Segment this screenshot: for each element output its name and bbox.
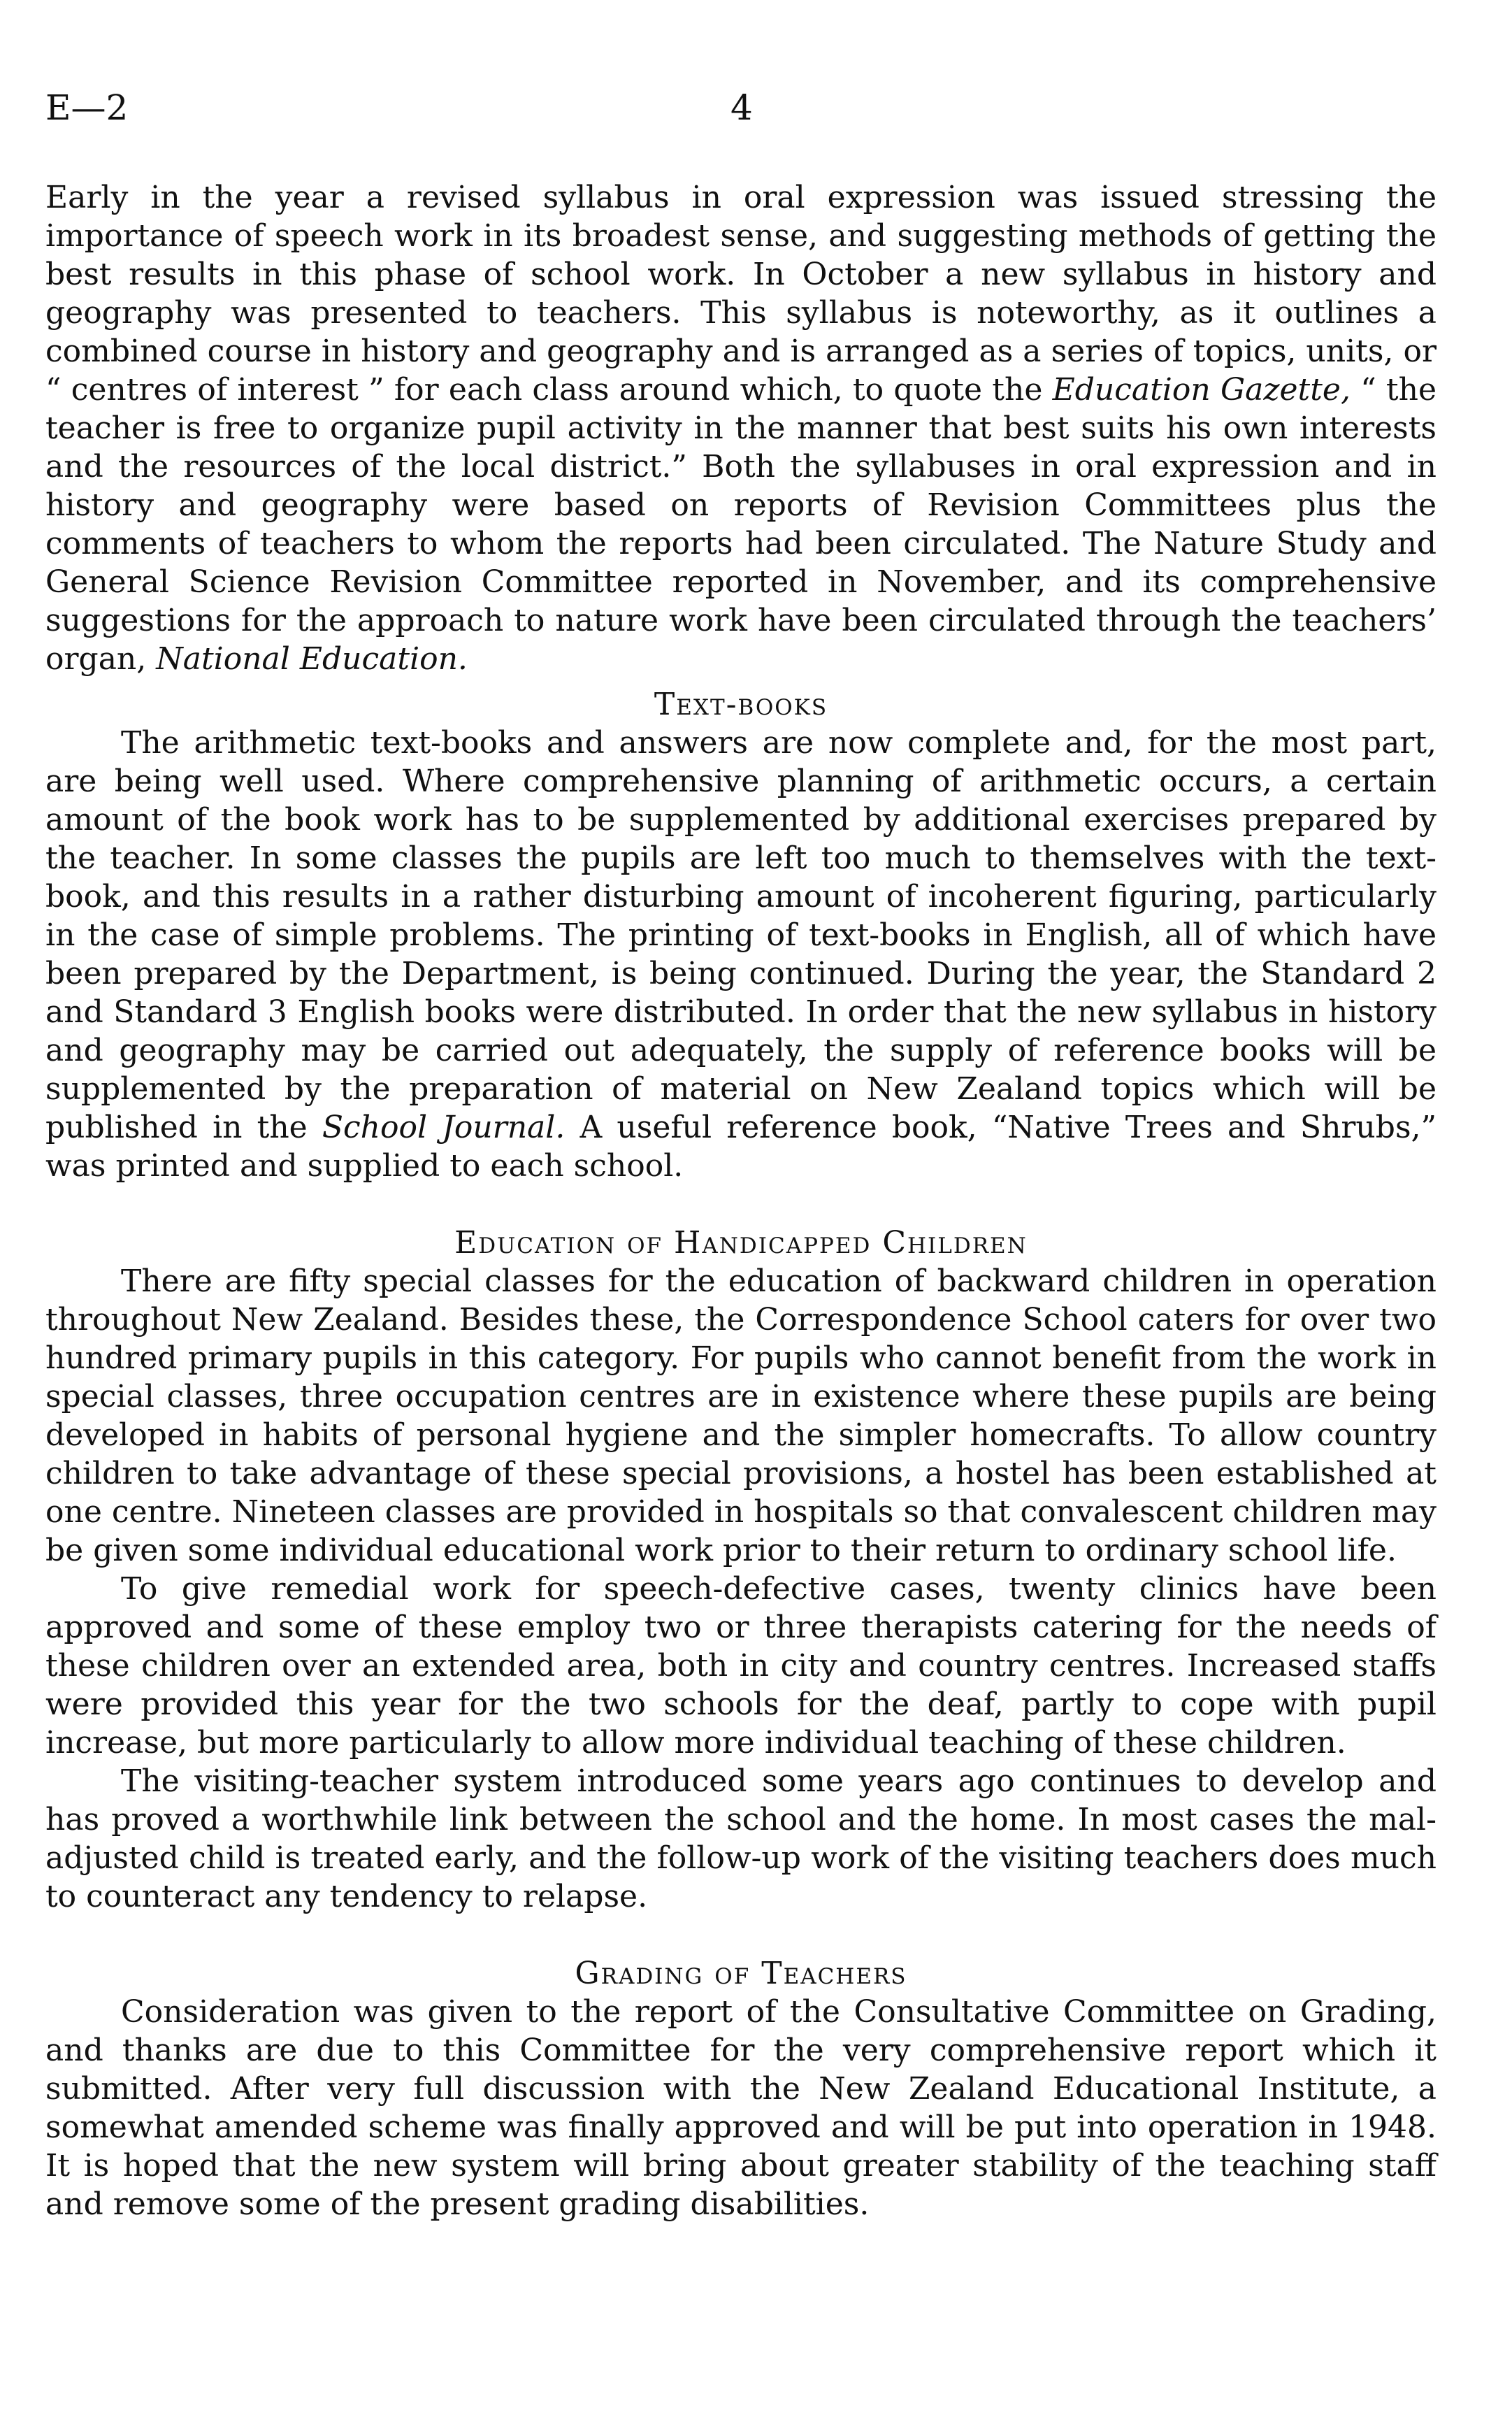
school-journal-title: School Journal. [322,1110,566,1145]
handicapped-paragraph-2: To give remedial work for speech-defective cases, twenty clinics have been approved and some of these employ two or three therapists catering for the needs of these children over an extended area, both in city and country centres. Increased staffs were provided this year for the two schools for the deaf, partly to cope with pupil increase, but more particularly to allow more individual teaching of these children. [45,1571,1437,1761]
intro-text-2: “ the teacher is free to organize pupil activity in the manner that best suits his own interests and the resources of the local district.” Both the syllabuses in oral expression and in history and geography were based on reports of Revision Committees plus the comments of teachers to whom the reports had been circulated. The Nature Study and General Science Revision Committee reported in November, and its comprehensive suggestions for the approach to nature work have been circulated through the teachers’ organ, [45,372,1437,677]
textbooks-text-1: The arithmetic text-books and answers are now complete and, for the most part, are being well used. Where comprehensive planning of arithmetic occurs, a certain amount of the book work has to be supplemented by additional exercises prepared by the teacher. In some classes the pupils are left too much to themselves with the text-book, and this results in a rather disturbing amount of incoherent figuring, particularly in the case of simple problems. The printing of text-books in English, all of which have been prepared by the Department, is being continued. During the year, the Standard 2 and Standard 3 English books were distributed. In order that the new syllabus in history and geography may be carried out adequately, the supply of reference books will be supplemented by the preparation of material on New Zealand topics which will be published in the [45,725,1437,1145]
grading-paragraph: Consideration was given to the report of the Consultative Committee on Grading, and thanks are due to this Committee for the very comprehensive report which it submitted. After very full discussion with the New Zealand Educational Institute, a somewhat amended scheme was finally approved and will be put into operation in 1948. It is hoped that the new system will bring about greater stability of the teaching staff and remove some of the present grading disabilities. [45,1994,1437,2222]
intro-paragraph [45,178,1437,678]
handicapped-paragraph-1: There are fifty special classes for the education of backward children in operation throughout New Zealand. Besides these, the Correspondence School caters for over two hundred primary pupils in this category. For pupils who cannot benefit from the work in special classes, three occupation centres are in existence where these pupils are being developed in habits of personal hygiene and the simpler homecrafts. To allow country children to take advantage of these special provisions, a hostel has been established at one centre. Nineteen classes are provided in hospitals so that convalescent children may be given some individual educational work prior to their return to ordinary school life. [45,1263,1437,1568]
national-education-title: National Education. [156,641,468,677]
section-heading-grading: Grading of Teachers [575,1956,907,1991]
section-heading-textbooks: Text-books [654,687,828,722]
textbooks-paragraph [45,724,1437,1185]
page-number: 4 [730,87,753,128]
page-body [45,178,1437,2223]
section-heading-handicapped: Education of Handicapped Children [454,1225,1028,1261]
intro-text-1: Early in the year a revised syllabus in oral expression was issued stressing the importance of speech work in its broadest sense, and suggesting methods of getting the best results in this phase of school work. In October a new syllabus in history and geography was presented to teachers. This syllabus is noteworthy, as it outlines a combined course in history and geography and is arranged as a series of topics, units, or “ centres of interest ” for each class around which, to quote the [45,180,1437,408]
page-header [45,87,1467,129]
document-reference: E—2 [45,87,129,128]
education-gazette-title: Education Gazette, [1052,372,1351,408]
handicapped-paragraph-3: The visiting-teacher system introduced some years ago continues to develop and has proved a worthwhile link between the school and the home. In most cases the mal-adjusted child is treated early, and the follow-up work of the visiting teachers does much to counteract any tendency to relapse. [45,1763,1437,1914]
textbooks-text-2: A useful reference book, “Native Trees and Shrubs,” was printed and supplied to each school. [45,1110,1437,1184]
